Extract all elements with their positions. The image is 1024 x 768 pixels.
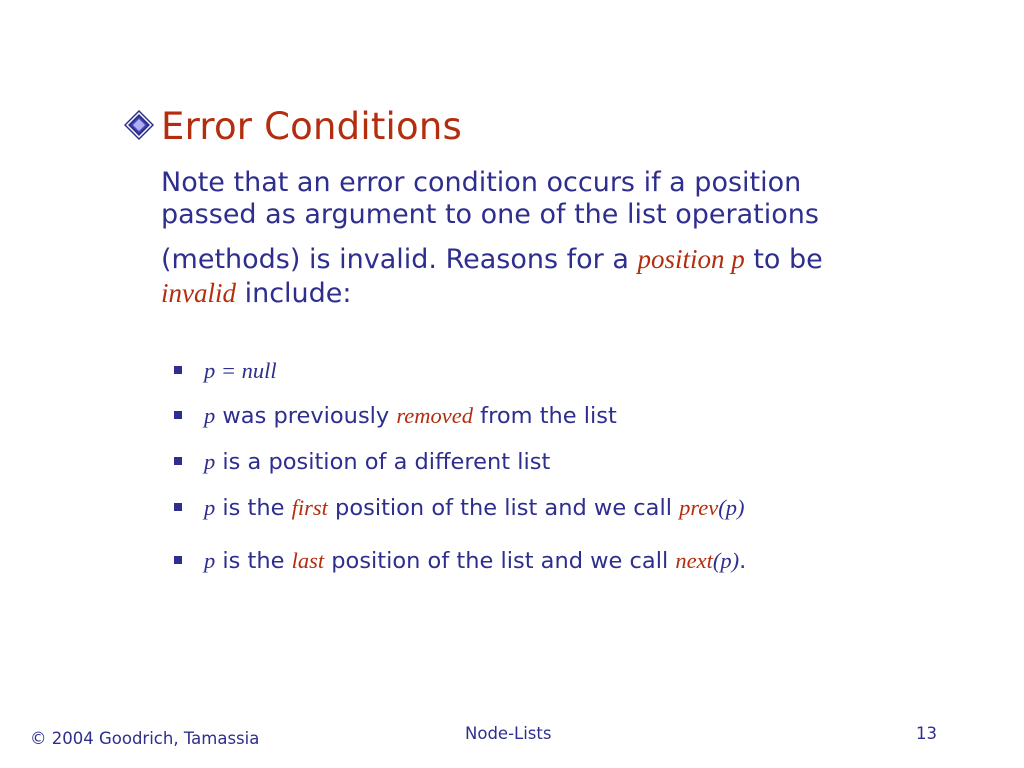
text: position of the list and we call [324,548,676,574]
call-prev: prev [679,495,719,520]
term-invalid: invalid [161,278,236,308]
list-item-text [204,493,745,523]
text: is a position of a different list [215,449,551,475]
term-last: last [291,548,325,573]
text: position of the list and we call [327,495,680,521]
call-args: (p) [718,495,745,520]
intro-line-4 [161,276,352,311]
list-item-text [204,447,550,477]
intro-text: (methods) is invalid. Reasons for a [161,244,638,275]
footer-title: Node-Lists [465,724,552,743]
list-item [174,546,747,576]
intro-line-3 [161,242,823,277]
period: . [739,548,747,574]
list-item [174,356,277,386]
term-position-p: position p [637,244,745,274]
square-bullet-icon [174,556,182,564]
footer-copyright: © 2004 Goodrich, Tamassia [30,729,260,748]
intro-line-2: passed as argument to one of the list operations [161,199,819,230]
list-item-text [204,546,746,576]
diamond-bullet-icon [124,110,154,140]
slide-title: Error Conditions [161,105,462,148]
text: is the [215,548,292,574]
square-bullet-icon [174,457,182,465]
list-item [174,401,617,431]
text: is the [215,495,292,521]
intro-text: to be [744,244,823,275]
list-item [174,493,745,523]
variable-p: p [204,548,216,573]
expression: p = null [204,358,277,383]
intro-line-1: Note that an error condition occurs if a position [161,167,802,198]
variable-p: p [204,403,216,428]
variable-p: p [204,495,216,520]
list-item-text [204,401,617,431]
term-first: first [291,495,328,520]
call-args: (p) [712,548,740,573]
square-bullet-icon [174,366,182,374]
list-item-text [204,356,277,386]
text: was previously [215,403,397,429]
call-next: next [675,548,713,573]
intro-text: include: [236,278,352,309]
square-bullet-icon [174,503,182,511]
term-removed: removed [396,403,474,428]
variable-p: p [204,449,216,474]
text: from the list [473,403,617,429]
square-bullet-icon [174,411,182,419]
list-item [174,447,551,477]
page-number: 13 [916,724,937,743]
